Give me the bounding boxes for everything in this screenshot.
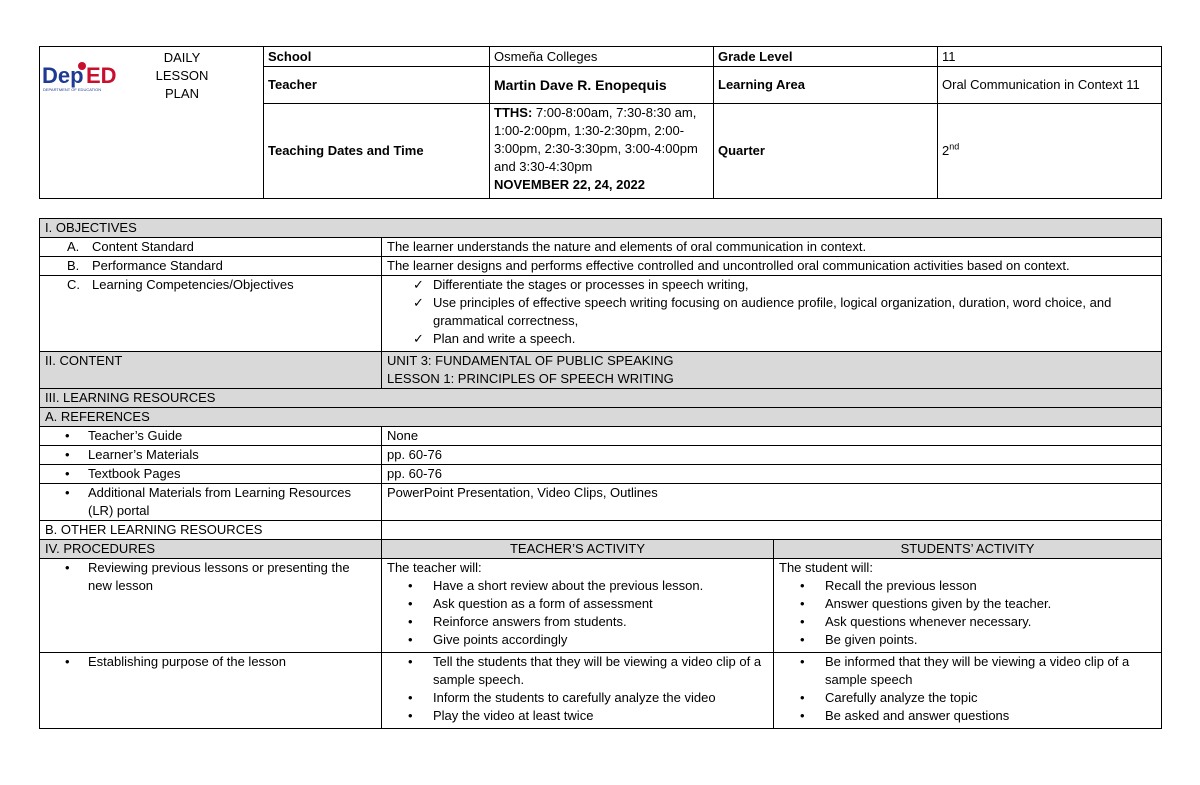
student-activity-heading: STUDENTS’ ACTIVITY: [774, 540, 1162, 559]
dates-label: Teaching Dates and Time: [264, 104, 490, 199]
list-item: • Ask questions whenever necessary.: [779, 613, 1156, 631]
grade-value: 11: [938, 47, 1162, 67]
list-item: ✓ Plan and write a speech.: [387, 330, 1156, 348]
list-item: • Be informed that they will be viewing a video clip of a sample speech: [779, 653, 1156, 689]
list-item: • Tell the students that they will be viewing a video clip of a sample speech.: [387, 653, 768, 689]
quarter-num: 2: [942, 143, 950, 158]
teacher-intro: The teacher will:: [387, 560, 482, 575]
school-label: School: [264, 47, 490, 67]
quarter-sup: nd: [949, 141, 960, 152]
competencies-label: C. Learning Competencies/Objectives: [40, 276, 382, 352]
content-heading: II. CONTENT: [40, 352, 382, 389]
list-item: • Recall the previous lesson: [779, 577, 1156, 595]
resource-value: PowerPoint Presentation, Video Clips, Outlines: [382, 484, 1162, 521]
svg-text:DEPARTMENT OF EDUCATION: DEPARTMENT OF EDUCATION: [43, 87, 102, 92]
resource-value: None: [382, 427, 1162, 446]
list-item: • Give points accordingly: [387, 631, 768, 649]
lesson-title: LESSON 1: PRINCIPLES OF SPEECH WRITING: [387, 371, 674, 386]
logo-cell: [40, 47, 264, 199]
list-item: • Be asked and answer questions: [779, 707, 1156, 725]
student-activity-cell: [774, 653, 1162, 729]
teacher-activity-heading: TEACHER’S ACTIVITY: [382, 540, 774, 559]
area-value: Oral Communication in Context 11: [938, 67, 1162, 104]
teacher-activity-cell: [382, 559, 774, 653]
deped-logo: [42, 59, 126, 93]
procedure-label: • Reviewing previous lessons or presenting the new lesson: [40, 559, 382, 653]
other-resources-value: [382, 521, 1162, 540]
lesson-plan-table: [39, 218, 1162, 729]
student-intro: The student will:: [779, 560, 873, 575]
list-item: • Reinforce answers from students.: [387, 613, 768, 631]
school-value: Osmeña Colleges: [490, 47, 714, 67]
content-standard-label: A. Content Standard: [40, 238, 382, 257]
list-item: ✓ Use principles of effective speech writing focusing on audience profile, logical organization, duration, word choice, and grammatical correctness,: [387, 294, 1156, 330]
list-item: • Play the video at least twice: [387, 707, 768, 725]
resource-value: pp. 60-76: [382, 465, 1162, 484]
list-item: • Carefully analyze the topic: [779, 689, 1156, 707]
quarter-value: [938, 104, 1162, 199]
performance-standard-value: The learner designs and performs effective controlled and uncontrolled oral communication activities based on context.: [382, 257, 1162, 276]
dates-prefix: TTHS:: [494, 105, 533, 120]
list-item: • Have a short review about the previous lesson.: [387, 577, 768, 595]
procedure-label: • Establishing purpose of the lesson: [40, 653, 382, 729]
unit-title: UNIT 3: FUNDAMENTAL OF PUBLIC SPEAKING: [387, 353, 674, 368]
deped-logo-icon: [42, 59, 126, 93]
content-unit: [382, 352, 1162, 389]
quarter-label: Quarter: [714, 104, 938, 199]
other-resources-heading: B. OTHER LEARNING RESOURCES: [40, 521, 382, 540]
teacher-activity-cell: [382, 653, 774, 729]
teacher-label: Teacher: [264, 67, 490, 104]
dates-times: 7:00-8:00am, 7:30-8:30 am, 1:00-2:00pm, 1:30-2:30pm, 2:00-3:00pm, 2:30-3:30pm, 3:00-4:00pm and 3:30-4:30pm: [494, 105, 698, 174]
resource-label: • Additional Materials from Learning Resources (LR) portal: [40, 484, 382, 521]
resource-value: pp. 60-76: [382, 446, 1162, 465]
competencies-list: [382, 276, 1162, 352]
procedures-heading: IV. PROCEDURES: [40, 540, 382, 559]
resource-label: • Learner’s Materials: [40, 446, 382, 465]
resource-label: • Teacher’s Guide: [40, 427, 382, 446]
teacher-value: Martin Dave R. Enopequis: [490, 67, 714, 104]
grade-label: Grade Level: [714, 47, 938, 67]
dates-days: NOVEMBER 22, 24, 2022: [494, 177, 646, 192]
doc-title: DAILY LESSON PLAN: [155, 50, 209, 101]
header-table: [39, 46, 1162, 199]
references-heading: A. REFERENCES: [40, 408, 1162, 427]
svg-text:Dep: Dep: [42, 63, 84, 88]
area-label: Learning Area: [714, 67, 938, 104]
resources-heading: III. LEARNING RESOURCES: [40, 389, 1162, 408]
objectives-heading: I. OBJECTIVES: [40, 219, 1162, 238]
list-item: • Be given points.: [779, 631, 1156, 649]
list-item: ✓ Differentiate the stages or processes in speech writing,: [387, 276, 1156, 294]
student-activity-cell: [774, 559, 1162, 653]
list-item: • Inform the students to carefully analyze the video: [387, 689, 768, 707]
performance-standard-label: B. Performance Standard: [40, 257, 382, 276]
svg-text:ED: ED: [86, 63, 117, 88]
dates-value: [490, 104, 714, 199]
resource-label: • Textbook Pages: [40, 465, 382, 484]
list-item: • Answer questions given by the teacher.: [779, 595, 1156, 613]
content-standard-value: The learner understands the nature and elements of oral communication in context.: [382, 238, 1162, 257]
list-item: • Ask question as a form of assessment: [387, 595, 768, 613]
